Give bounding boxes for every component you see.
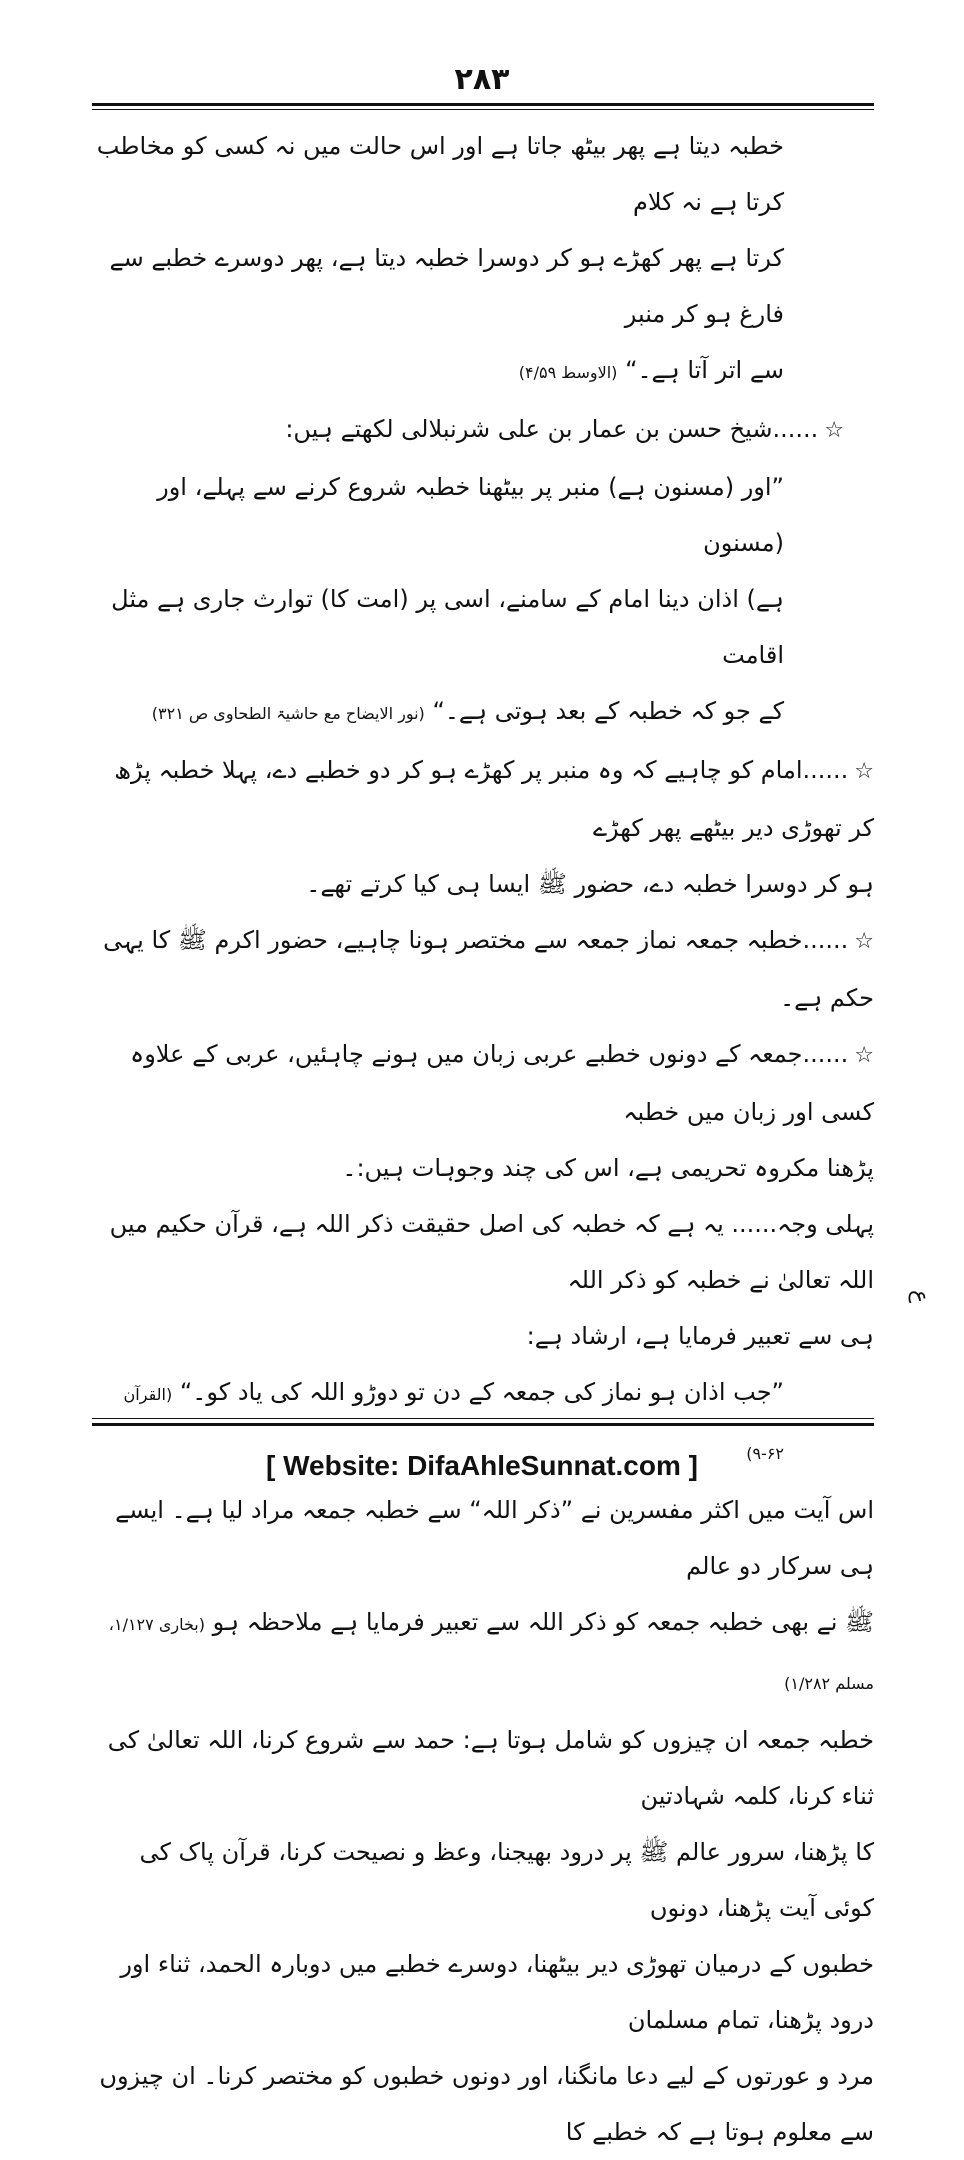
text-line (92, 742, 874, 856)
text-line: پہلی وجہ...... یہ ہے کہ خطبہ کی اصل حقیقت ذکر اللہ ہے، قرآن حکیم میں اللہ تعالیٰ نے خطبہ کو ذکر اللہ (109, 1210, 874, 1294)
text-line: ہی سے تعبیر فرمایا ہے، ارشاد ہے: (526, 1322, 874, 1350)
citation: (بخاری ۱/۱۲۷، مسلم ۱/۲۸۲) (108, 1615, 874, 1693)
text-segment: ......امام کو چاہیے کہ وہ منبر پر کھڑے ہو کر دو خطبے دے، پہلا خطبہ پڑھ کر تھوڑی دیر بیٹھے پھر کھڑے (114, 756, 874, 842)
star-bullet-icon: ☆ (854, 1043, 874, 1068)
header-rule (92, 103, 874, 106)
citation: (نور الایضاح مع حاشیۃ الطحاوی ص ۳۲۱) (151, 704, 425, 723)
text-line: خطبہ دیتا ہے پھر بیٹھ جاتا ہے اور اس حالت میں نہ کسی کو مخاطب کرتا ہے نہ کلام (96, 132, 784, 216)
text-line (92, 1026, 874, 1140)
page-body (92, 118, 874, 2160)
margin-mark: ع (908, 1290, 933, 1304)
text-line: پڑھنا مکروہ تحریمی ہے، اس کی چند وجوہات ہیں:۔ (342, 1154, 874, 1182)
citation: (القرآن ۶۲-۹) (123, 1385, 784, 1463)
website-footer: [ Website: DifaAhleSunnat.com ] (266, 1450, 698, 1481)
star-bullet-icon: ☆ (854, 759, 874, 784)
text-line: خطبوں کے درمیان تھوڑی دیر بیٹھنا، دوسرے خطبے میں دوبارہ الحمد، ثناء اور درود پڑھنا، تمام مسلمان (120, 1950, 874, 2034)
star-bullet-icon: ☆ (824, 418, 844, 443)
text-segment: ”جب اذان ہو نماز کی جمعہ کے دن تو دوڑو اللہ کی یاد کو۔“ (179, 1378, 784, 1406)
text-line (92, 1594, 874, 1712)
text-segment: ﷺ نے بھی خطبہ جمعہ کو ذکر اللہ سے تعبیر فرمایا ہے ملاحظہ ہو (212, 1608, 874, 1636)
text-line (92, 912, 874, 1026)
text-segment: ......شیخ حسن بن عمار بن علی شرنبلالی لکھتے ہیں: (285, 415, 819, 443)
quote-line: ”اور (مسنون ہے) منبر پر بیٹھنا خطبہ شروع کرنے سے پہلے، اور (مسنون (157, 473, 784, 557)
text-segment: ......خطبہ جمعہ نماز جمعہ سے مختصر ہونا چاہیے، حضور اکرم ﷺ کا یہی حکم ہے۔ (103, 926, 874, 1012)
text-line: ہو کر دوسرا خطبہ دے، حضور ﷺ ایسا ہی کیا کرتے تھے۔ (306, 870, 874, 898)
text-segment: سے اتر آتا ہے۔“ (625, 356, 784, 384)
text-line: کرتا ہے پھر کھڑے ہو کر دوسرا خطبہ دیتا ہے، پھر دوسرے خطبے سے فارغ ہو کر منبر (109, 244, 784, 328)
quote-line (92, 683, 874, 742)
page-number: ۲۸۳ (454, 62, 510, 97)
header-rule-thin (92, 109, 874, 110)
text-line (92, 401, 874, 459)
text-segment: ......جمعہ کے دونوں خطبے عربی زبان میں ہونے چاہئیں، عربی کے علاوہ کسی اور زبان میں خطبہ (130, 1040, 874, 1126)
text-line: کا پڑھنا، سرور عالم ﷺ پر درود بھیجنا، وعظ و نصیحت کرنا، قرآن پاک کی کوئی آیت پڑھنا، دونوں (139, 1838, 874, 1922)
text-line: اس آیت میں اکثر مفسرین نے ”ذکر اللہ“ سے خطبہ جمعہ مراد لیا ہے۔ ایسے ہی سرکار دو عالم (115, 1496, 874, 1580)
text-segment: کے جو کہ خطبہ کے بعد ہوتی ہے۔“ (432, 697, 784, 725)
quote-line: ہے) اذان دینا امام کے سامنے، اسی پر (امت کا) توارث جاری ہے مثل اقامت (111, 585, 784, 669)
citation: (الاوسط ۴/۵۹) (518, 363, 618, 382)
text-line: خطبہ جمعہ ان چیزوں کو شامل ہوتا ہے: حمد سے شروع کرنا، اللہ تعالیٰ کی ثناء کرنا، کلمہ شہادتین (107, 1726, 874, 1810)
text-line (92, 342, 874, 401)
footer-rule-thin (92, 1418, 874, 1419)
star-bullet-icon: ☆ (854, 929, 874, 954)
footer-rule (92, 1423, 874, 1426)
text-line: مرد و عورتوں کے لیے دعا مانگنا، اور دونوں خطبوں کو مختصر کرنا۔ ان چیزوں سے معلوم ہوتا ہے کہ خطبے کا (99, 2062, 874, 2146)
